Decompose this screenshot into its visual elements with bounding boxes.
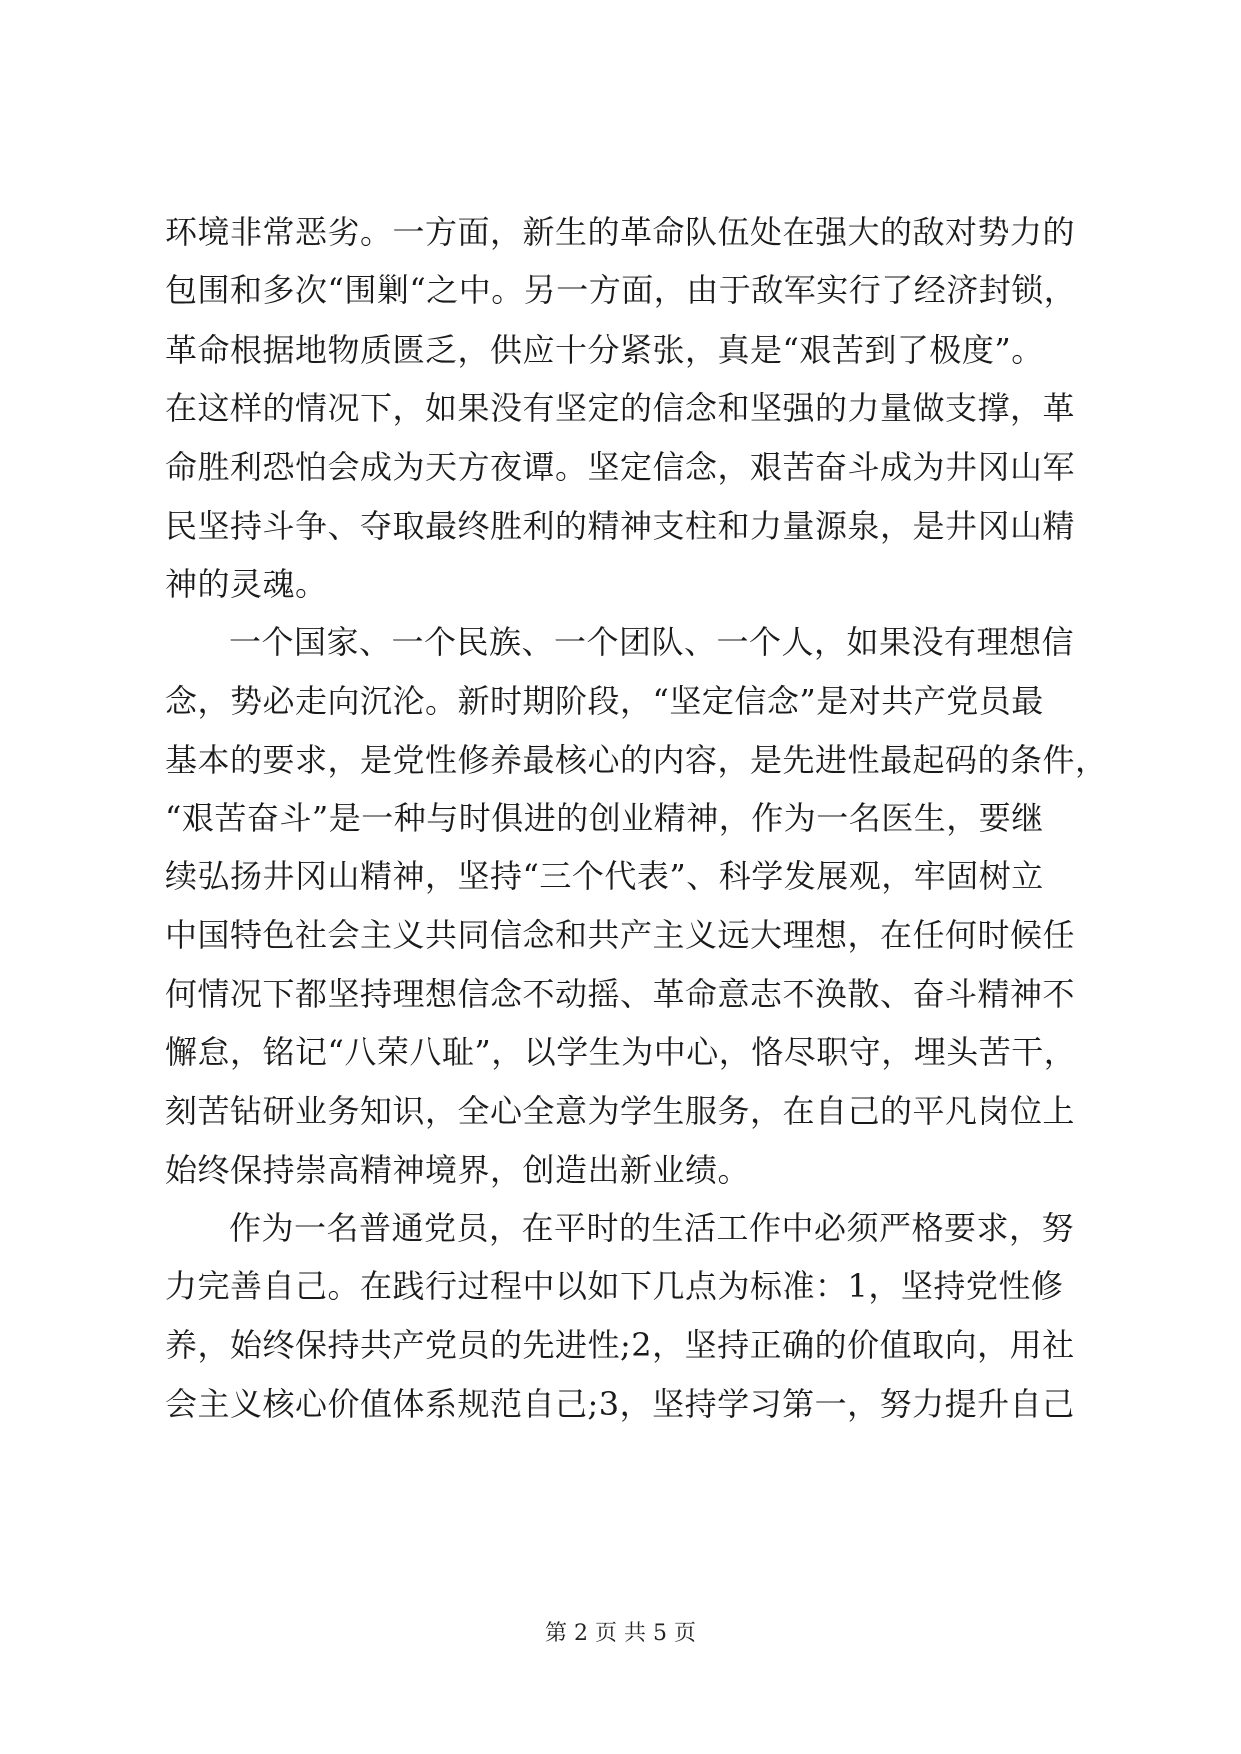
text-line-3: 革命根据地物质匮乏，供应十分紧张，真是“艰苦到了极度”。 [165, 331, 1044, 369]
text-line-14: 何情况下都坚持理想信念不动摇、革命意志不涣散、奋斗精神不 [165, 975, 1076, 1013]
text-line-10: 基本的要求，是党性修养最核心的内容，是先进性最起码的条件， [165, 741, 1108, 779]
paragraph-3-first-line: 作为一名普通党员，在平时的生活工作中必须严格要求，努 [229, 1209, 1075, 1247]
text-line-16: 刻苦钻研业务知识，全心全意为学生服务，在自己的平凡岗位上 [165, 1092, 1076, 1130]
text-line-4: 在这样的情况下，如果没有坚定的信念和坚强的力量做支撑，革 [165, 389, 1076, 427]
text-line-5: 命胜利恐怕会成为天方夜谭。坚定信念，艰苦奋斗成为井冈山军 [165, 448, 1076, 486]
text-line-21: 会主义核心价值体系规范自己;3，坚持学习第一，努力提升自己 [165, 1385, 1075, 1423]
text-line-1: 环境非常恶劣。一方面，新生的革命队伍处在强大的敌对势力的 [165, 213, 1076, 251]
paragraph-2-first-line: 一个国家、一个民族、一个团队、一个人，如果没有理想信 [229, 623, 1075, 661]
text-line-9: 念，势必走向沉沦。新时期阶段，“坚定信念”是对共产党员最 [165, 682, 1044, 720]
text-line-7: 神的灵魂。 [165, 565, 328, 603]
text-line-17: 始终保持崇高精神境界，创造出新业绩。 [165, 1151, 751, 1189]
text-line-12: 续弘扬井冈山精神，坚持“三个代表”、科学发展观，牢固树立 [165, 857, 1044, 895]
text-line-13: 中国特色社会主义共同信念和共产主义远大理想，在任何时候任 [165, 916, 1076, 954]
text-line-6: 民坚持斗争、夺取最终胜利的精神支柱和力量源泉，是井冈山精 [165, 507, 1076, 545]
text-line-11: “艰苦奋斗”是一种与时俱进的创业精神，作为一名医生，要继 [165, 799, 1044, 837]
page-number-footer: 第 2 页 共 5 页 [545, 1621, 696, 1646]
text-line-20: 养，始终保持共产党员的先进性;2，坚持正确的价值取向，用社 [165, 1326, 1075, 1364]
text-line-15: 懈怠，铭记“八荣八耻”，以学生为中心，恪尽职守，埋头苦干， [165, 1033, 1077, 1071]
text-line-19: 力完善自己。在践行过程中以如下几点为标准：1，坚持党性修 [165, 1267, 1064, 1305]
text-line-2: 包围和多次“围剿“之中。另一方面，由于敌军实行了经济封锁， [165, 271, 1077, 309]
